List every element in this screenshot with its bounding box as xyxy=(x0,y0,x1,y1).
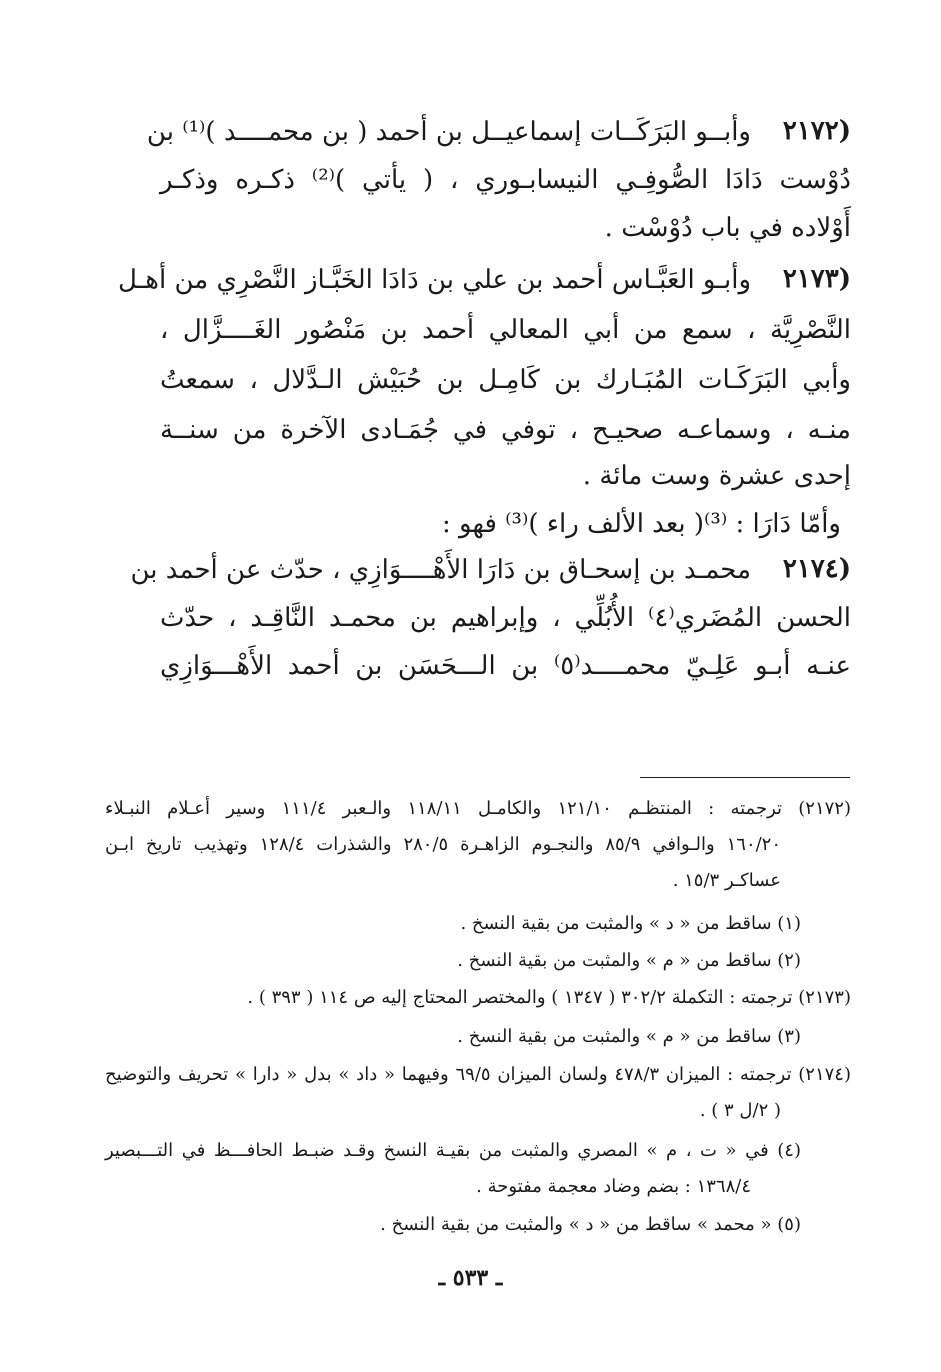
footnote-line: (٥) « محمد » ساقط من « د » والمثبت من بقية النسخ . xyxy=(380,1214,801,1235)
footnote-line: ١٣٦٨/٤ : بضم وضاد معجمة مفتوحة . xyxy=(476,1176,751,1197)
entry-number: (٢١٧٣ xyxy=(782,264,851,294)
footnote-line: (١) ساقط من « د » والمثبت من بقية النسخ . xyxy=(460,913,801,934)
footnote-line: (٤) في « ت ، م » المصري والمثبت من بقيـة النسخ وقـد ضبـط الحافـــظ في التـــبصير xyxy=(105,1140,801,1161)
footnote-line: ١٦٠/٢٠ والـوافي ٨٥/٩ والنجـوم الزاهـرة ٢٨٠/٥ والشذرات ١٢٨/٤ وتهذيب تاريخ ابـن xyxy=(105,834,782,855)
entry-line: الحسن المُضَري⁽٤⁾ الأُبُلِّي ، وإبراهيم بن محمـد النَّاقِـد ، حدّث xyxy=(160,603,851,633)
footnote-line: (٢١٧٢) ترجمته : المنتظـم ١٢١/١٠ والكامـل ١١٨/١١ والـعبر ١١١/٤ وسير أعـلام النبـلاء xyxy=(105,798,851,819)
section-heading-dara: وأمّا دَارَا : ⁽³⁾( بعد الألف راء )⁽³⁾ فهو : xyxy=(442,509,841,539)
footnote-line: ( ٢/ل ٣ ) . xyxy=(699,1100,781,1121)
entry-line: إحدى عشرة وست مائة . xyxy=(582,461,851,491)
footnote-line: (٢١٧٣) ترجمته : التكملة ٣٠٢/٢ ( ١٣٤٧ ) والمختصر المحتاج إليه ص ١١٤ ( ٣٩٣ ) . xyxy=(247,987,851,1008)
footnote-divider xyxy=(640,777,850,778)
entry-line: منـه ، وسماعـه صحيـح ، توفي في جُمَـادى الآخرة من سنــة xyxy=(160,415,851,445)
entry-line: محمـد بن إسحـاق بن دَارَا الأَهْــــوَازِي ، حدّث عن أحمد بن xyxy=(130,555,751,585)
entry-line: دُوْست دَادَا الصُّوفِـي النيسابـوري ، ( يأتي )⁽²⁾ ذكـره وذكـر xyxy=(160,165,851,195)
entry-line: عنـه أبـو عَلِـيّ محمــــد⁽٥⁾ بن الـــحَسَن بن أحمد الأَهْـــوَازِي xyxy=(160,651,851,681)
footnote-line: (٢) ساقط من « م » والمثبت من بقية النسخ . xyxy=(457,950,801,971)
footnote-line: (٢١٧٤) ترجمته : الميزان ٤٧٨/٣ ولسان الميزان ٦٩/٥ وفيهما « داد » بدل « دارا » تحريف والتوضيح xyxy=(105,1064,851,1085)
page-number: ـ ٥٣٣ ـ xyxy=(438,1265,503,1291)
entry-line: وأبي البَرَكَـات المُبَـارك بن كَامِـل بن حُبَيْش الـدَّلال ، سمعتُ xyxy=(160,365,851,395)
footnote-line: عساكـر ١٥/٣ . xyxy=(672,870,781,891)
entry-line: وأبــو البَرَكَــات إسماعيــل بن أحمد ( بن محمــــد )⁽¹⁾ بن xyxy=(146,117,751,147)
entry-number: (٢١٧٤ xyxy=(782,554,851,584)
footnote-line: (٣) ساقط من « م » والمثبت من بقية النسخ . xyxy=(457,1026,801,1047)
entry-line: وأبـو العَبَّـاس أحمد بن علي بن دَادَا الخَبَّـاز النَّصْرِي من أهـل xyxy=(117,265,751,295)
entry-line: النَّصْرِيَّة ، سمع من أبي المعالي أحمد بن مَنْصُور الغَــــزَّال ، xyxy=(160,315,851,345)
entry-number: (٢١٧٢ xyxy=(782,116,851,146)
entry-line: أَوْلاده في باب دُوْسْت . xyxy=(604,213,851,243)
